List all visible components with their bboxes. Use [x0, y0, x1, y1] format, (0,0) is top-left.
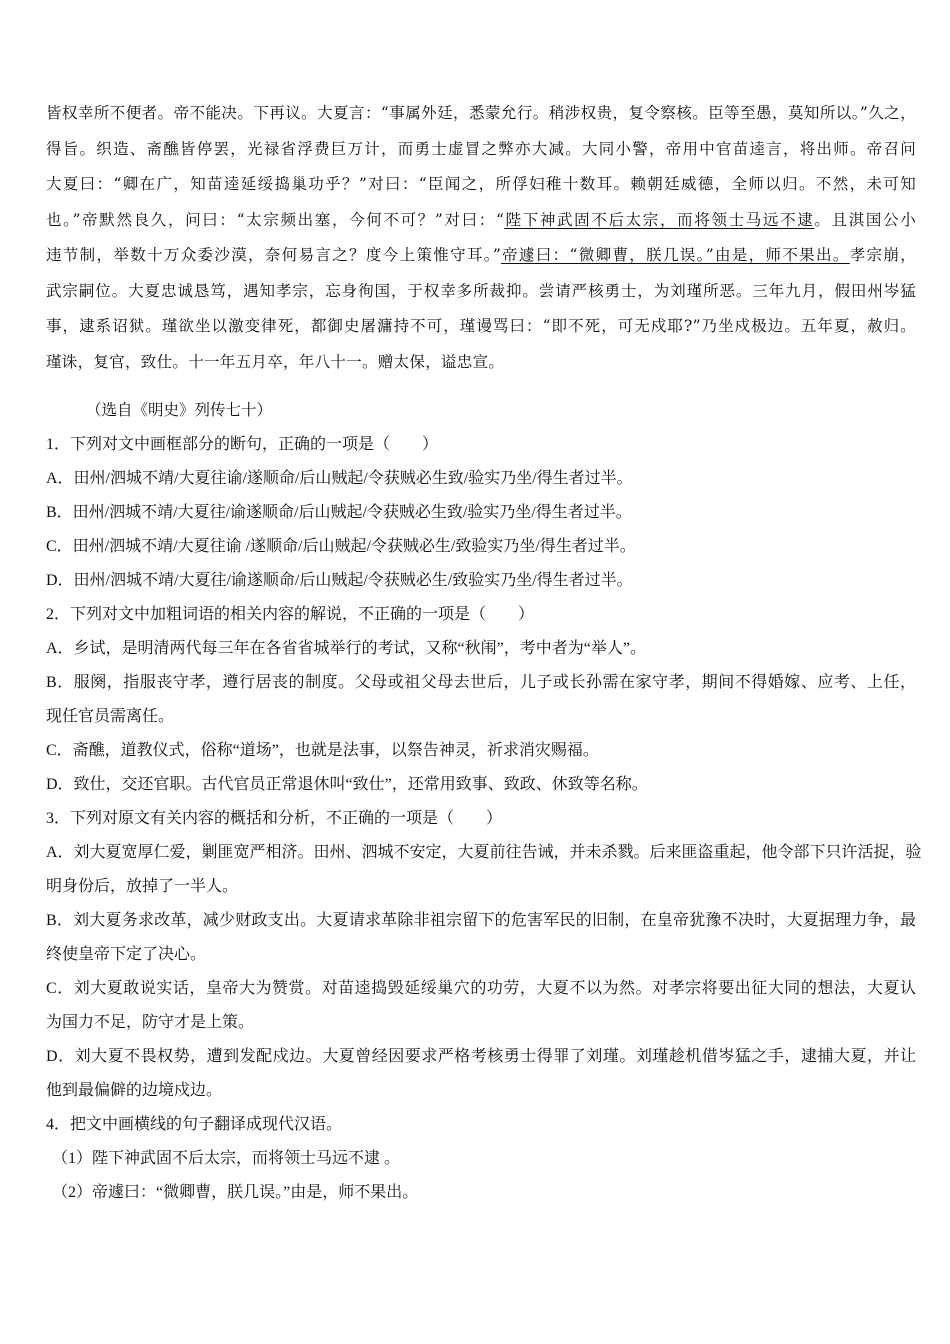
passage-text: 违节制，举数十万众委沙漠，奈何易言之？度今上策惟守耳。”: [46, 246, 502, 264]
passage-line: [46, 132, 916, 168]
question-line: D．田州/泗城不靖/大夏往/谕遂顺命/后山贼起/令获贼必生/致验实乃坐/得生者过半。: [46, 572, 633, 589]
underlined-sentence: 帝遽曰：“微卿曹，朕几误。”由是，师不果出。: [501, 246, 850, 264]
question-line: C．刘大夏敢说实话，皇帝大为赞赏。对苗逵捣毁延绥巢穴的功劳，大夏不以为然。对孝宗将要出征大同的想法，大夏认: [46, 980, 916, 997]
passage-line: [46, 274, 916, 310]
question-line: B．刘大夏务求改革，减少财政支出。大夏请求革除非祖宗留下的危害军民的旧制，在皇帝犹豫不决时，大夏据理力争，最: [46, 912, 916, 929]
question-line: 4．把文中画横线的句子翻译成现代汉语。: [46, 1116, 343, 1133]
passage-text: 瑾诛，复官，致仕。十一年五月卒，年八十一。赠太保，谥忠宣。: [46, 352, 505, 371]
question-line: A．乡试，是明清两代每三年在各省省城举行的考试，又称“秋闱”，考中者为“举人”。: [46, 640, 646, 657]
question-line: 2．下列对文中加粗词语的相关内容的解说，不正确的一项是（ ）: [46, 606, 535, 623]
passage-text: 也。”帝默然良久，问曰：“太宗频出塞，今何不可？”对曰：“: [46, 210, 505, 229]
question-line: 现任官员需离任。: [46, 708, 175, 725]
passage-line: [46, 238, 916, 274]
passage-line: [46, 167, 916, 203]
question-line: （2）帝遽曰：“微卿曹，朕几误。”由是，师不果出。: [52, 1184, 419, 1201]
question-line: C．田州/泗城不靖/大夏往谕 /遂顺命/后山贼起/令获贼必生/致验实乃坐/得生者过半。: [46, 538, 636, 555]
question-list: [46, 428, 922, 1210]
question-line: 为国力不足，防守才是上策。: [46, 1014, 255, 1031]
question-line: A．刘大夏宽厚仁爱，剿匪宽严相济。田州、泗城不安定，大夏前往告诫，并未杀戮。后来匪盗重起，他令部下只许活捉，验: [46, 844, 922, 861]
passage-text: 事，逮系诏狱。瑾欲坐以激变律死，都御史屠滽持不可，瑾谩骂曰：“即不死，可无戍耶?”乃坐戍极边。五年夏，赦归。: [46, 317, 916, 335]
question-line: C．斋醮，道教仪式，俗称“道场”，也就是法事，以祭告神灵，祈求消灾赐福。: [46, 742, 599, 759]
question-line: 明身份后，放掉了一半人。: [46, 878, 239, 895]
passage-line: [46, 96, 916, 132]
passage-source: （选自《明史》列传七十）: [86, 401, 273, 419]
underlined-sentence: 陛下神武固不后太宗，而将领士马远不逮: [504, 210, 815, 229]
question-line: 终使皇帝下定了决心。: [46, 946, 207, 963]
passage-text: 皆权幸所不便者。帝不能决。下再议。大夏言：“事属外廷，悉蒙允行。稍涉权贵，复令察核。臣等至愚，莫知所以。”久之，: [46, 104, 916, 122]
passage-text: 武宗嗣位。大夏忠诚恳笃，遇知孝宗，忘身徇国，于权幸多所裁抑。尝请严核勇士，为刘瑾所恶。三年九月，假田州岑猛: [46, 281, 916, 300]
passage-text: 孝宗崩，: [849, 246, 917, 264]
passage-line: [46, 203, 916, 239]
classical-chinese-passage: [46, 96, 916, 380]
passage-line: [46, 345, 916, 381]
question-line: 他到最偏僻的边境戍边。: [46, 1082, 223, 1099]
question-line: 1．下列对文中画框部分的断句，正确的一项是（ ）: [46, 436, 439, 453]
passage-line: [46, 309, 916, 345]
question-line: 3．下列对原文有关内容的概括和分析，不正确的一项是（ ）: [46, 810, 503, 827]
question-line: D．致仕，交还官职。古代官员正常退休叫“致仕”，还常用致事、致政、休致等名称。: [46, 776, 648, 793]
question-line: （1）陛下神武固不后太宗，而将领士马远不逮 。: [52, 1150, 401, 1167]
question-line: D．刘大夏不畏权势，遭到发配戍边。大夏曾经因要求严格考核勇士得罪了刘瑾。刘瑾趁机借岑猛之手，逮捕大夏，并让: [46, 1048, 916, 1065]
passage-text: 得旨。织造、斋醮皆停罢，光禄省浮费巨万计，而勇士虚冒之弊亦大减。大同小警，帝用中官苗逵言，将出师。帝召问: [46, 139, 916, 158]
question-line: B．服阕，指服丧守孝，遵行居丧的制度。父母或祖父母去世后，儿子或长孙需在家守孝，期间不得婚嫁、应考、上任，: [46, 674, 916, 691]
question-line: B．田州/泗城不靖/大夏往/谕遂顺命/后山贼起/令获贼必生致/验实乃坐/得生者过半。: [46, 504, 632, 521]
question-line: A．田州/泗城不靖/大夏往谕/遂顺命/后山贼起/令获贼必生致/验实乃坐/得生者过半。: [46, 470, 633, 487]
passage-text: 大夏曰：“卿在广，知苗逵延绥捣巢功乎？”对曰：“臣闻之，所俘妇稚十数耳。赖朝廷威德，全师以归。不然，未可知: [46, 175, 916, 193]
passage-text: 。且淇国公小: [814, 210, 916, 229]
